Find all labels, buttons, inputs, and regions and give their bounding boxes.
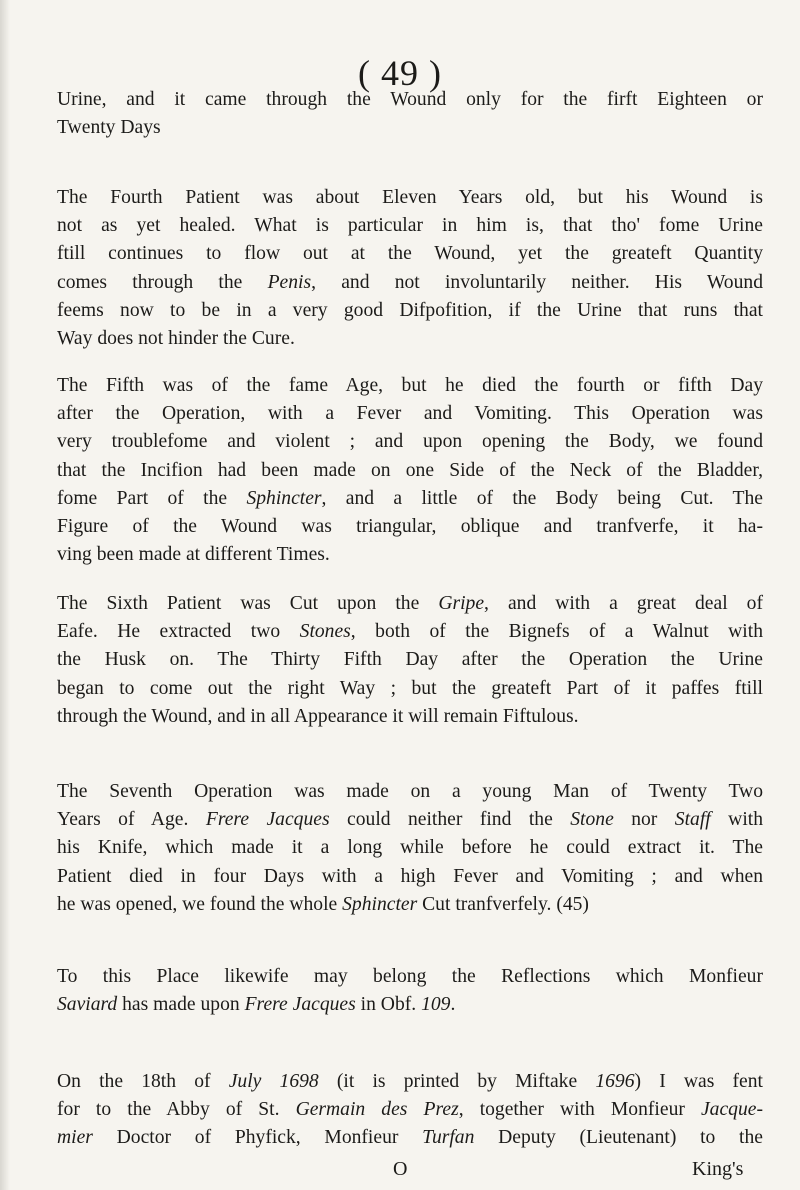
text-line: that the Incifion had been made on one Side of the Neck of the Bladder, [57, 459, 763, 481]
text-line: ftill continues to flow out at the Wound, yet the greateft Quantity [57, 243, 763, 265]
text-line: Years of Age. Frere Jacques could neither find the Stone nor Staff with [57, 809, 763, 831]
paragraph-7 [57, 1068, 763, 1153]
text-line: Saviard has made upon Frere Jacques in Obf. 109. [57, 994, 456, 1016]
text-line: The Seventh Operation was made on a young Man of Twenty Two [57, 781, 763, 802]
page-number: ( 49 ) [358, 53, 442, 93]
paragraph-3 [57, 372, 763, 569]
text-line: he was opened, we found the whole Sphincter Cut tranfverfely. (45) [57, 893, 589, 915]
paragraph-1 [57, 86, 763, 142]
text-line: ving been made at different Times. [57, 544, 330, 566]
paragraph-5 [57, 778, 763, 919]
text-line: the Husk on. The Thirty Fifth Day after the Operation the Urine [57, 649, 763, 671]
text-line: not as yet healed. What is particular in him is, that tho' fome Urine [57, 215, 763, 237]
text-line: fome Part of the Sphincter, and a little of the Body being Cut. The [57, 487, 763, 509]
text-line: The Fifth was of the fame Age, but he died the fourth or fifth Day [57, 375, 763, 396]
text-line: Patient died in four Days with a high Fever and Vomiting ; and when [57, 865, 763, 887]
text-line: Urine, and it came through the Wound only for the firft Eighteen or [57, 89, 763, 110]
text-line: On the 18th of July 1698 (it is printed by Miftake 1696) I was fent [57, 1071, 763, 1092]
text-line: Figure of the Wound was triangular, oblique and tranfverfe, it ha- [57, 516, 763, 538]
text-line: The Fourth Patient was about Eleven Years old, but his Wound is [57, 187, 763, 208]
paragraph-6 [57, 963, 763, 1019]
text-line: comes through the Penis, and not involuntarily neither. His Wound [57, 271, 763, 293]
text-line: To this Place likewife may belong the Reflections which Monfieur [57, 966, 763, 987]
text-line: feems now to be in a very good Difpofition, if the Urine that runs that [57, 299, 763, 321]
text-line: very troublefome and violent ; and upon opening the Body, we found [57, 431, 763, 453]
text-line: Way does not hinder the Cure. [57, 328, 295, 350]
text-line: Eafe. He extracted two Stones, both of the Bignefs of a Walnut with [57, 621, 763, 643]
text-line: for to the Abby of St. Germain des Prez, together with Monfieur Jacque- [57, 1099, 763, 1121]
paragraph-2 [57, 184, 763, 353]
text-line: after the Operation, with a Fever and Vomiting. This Operation was [57, 403, 763, 425]
catchword: King's [692, 1158, 744, 1180]
paragraph-4 [57, 590, 763, 731]
text-line: The Sixth Patient was Cut upon the Gripe, and with a great deal of [57, 593, 763, 614]
text-line: mier Doctor of Phyfick, Monfieur Turfan Deputy (Lieutenant) to the [57, 1127, 763, 1149]
text-line: his Knife, which made it a long while before he could extract it. The [57, 837, 763, 859]
text-line: Twenty Days [57, 117, 161, 139]
text-line: began to come out the right Way ; but the greateft Part of it paffes ftill [57, 677, 763, 699]
text-line: through the Wound, and in all Appearance it will remain Fiftulous. [57, 705, 579, 727]
gutter-shadow [0, 0, 10, 1190]
signature-mark: O [393, 1158, 408, 1180]
